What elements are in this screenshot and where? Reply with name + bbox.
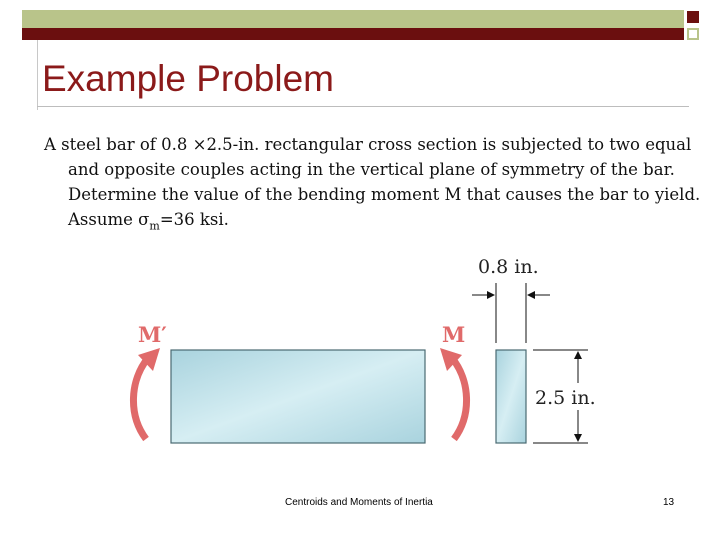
width-dimension-label: 0.8 in. <box>478 256 539 278</box>
moment-arrow-left <box>133 358 148 439</box>
height-dimension-label: 2.5 in. <box>535 387 596 409</box>
beam-side-view <box>171 350 425 443</box>
beam-figure <box>120 245 620 455</box>
moment-label-m: M <box>442 322 466 347</box>
title-divider <box>37 106 689 107</box>
problem-statement <box>44 132 708 238</box>
sigma-subscript: m <box>149 219 160 233</box>
problem-text-start: A steel bar of 0.8 ×2.5-in. rectangular cross section is subjected to two equal and opposite couples acting in the vertical plane of symmetry of the bar. Determine the value of the bending moment M that causes the bar to yield. Assume <box>44 135 701 229</box>
cross-section <box>496 350 526 443</box>
page-number: 13 <box>663 497 675 508</box>
corner-square-outline <box>687 28 699 40</box>
moment-label-m-prime: M′ <box>138 322 167 347</box>
left-vertical-rule <box>37 40 38 110</box>
footer-title: Centroids and Moments of Inertia <box>285 497 433 508</box>
problem-text-end: =36 ksi. <box>159 210 229 229</box>
slide-title: Example Problem <box>42 58 335 99</box>
corner-square-filled <box>687 11 699 23</box>
moment-arrow-right <box>452 358 467 439</box>
header-band-dark-red <box>22 28 684 40</box>
header-band-green <box>22 10 684 28</box>
sigma-symbol: σ <box>138 210 150 229</box>
